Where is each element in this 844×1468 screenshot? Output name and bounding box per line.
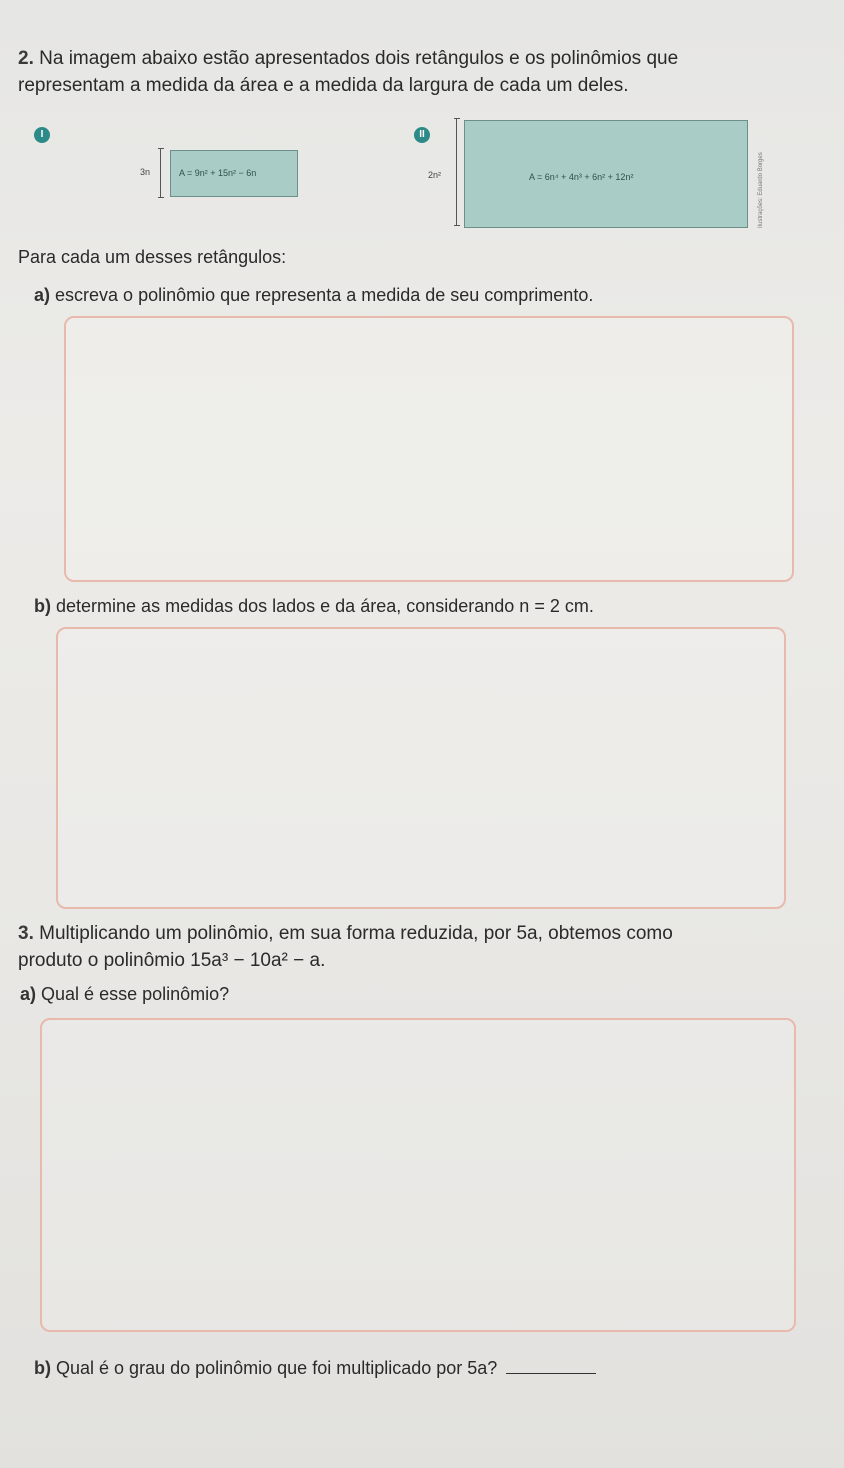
rectangle-2-area: A = 6n⁴ + 4n³ + 6n² + 12n² xyxy=(529,172,634,182)
rectangle-1-area: A = 9n² + 15n² − 6n xyxy=(179,168,257,178)
question-3-statement xyxy=(18,920,828,974)
question-number: 2. xyxy=(18,48,34,69)
figure-2-side-bracket xyxy=(456,118,457,226)
item-text: Qual é o grau do polinômio que foi multiplicado por 5a? xyxy=(56,1358,498,1378)
illustration-credit: Ilustrações: Eduardo Borges xyxy=(758,152,764,228)
rectangle-1 xyxy=(170,150,298,197)
figure-2-badge: II xyxy=(414,127,430,143)
rectangle-2 xyxy=(464,120,748,228)
statement-line-2: produto o polinômio 15a³ − 10a² − a. xyxy=(18,950,326,971)
item-letter: a) xyxy=(20,984,37,1004)
statement-line-1: Na imagem abaixo estão apresentados dois retângulos e os polinômios que xyxy=(39,48,679,69)
question-2-intro: Para cada um desses retângulos: xyxy=(18,247,287,267)
answer-box-3a[interactable] xyxy=(40,1018,796,1332)
question-3b xyxy=(34,1358,596,1379)
answer-blank-3b[interactable] xyxy=(506,1373,596,1374)
answer-box-2a[interactable] xyxy=(64,316,794,582)
statement-line-1: Multiplicando um polinômio, em sua forma reduzida, por 5a, obtemos como xyxy=(39,923,673,944)
statement-line-2: representam a medida da área e a medida da largura de cada um deles. xyxy=(18,75,629,96)
item-letter: b) xyxy=(34,596,51,616)
item-text: Qual é esse polinômio? xyxy=(41,984,230,1004)
figure-1-badge: I xyxy=(34,127,50,143)
question-2-statement xyxy=(18,45,828,99)
question-number: 3. xyxy=(18,923,34,944)
item-letter: b) xyxy=(34,1358,51,1378)
question-2a xyxy=(34,285,593,306)
question-3a xyxy=(20,984,229,1005)
figure-1-side-label: 3n xyxy=(140,167,151,177)
answer-box-2b[interactable] xyxy=(56,627,786,909)
item-text: escreva o polinômio que representa a medida de seu comprimento. xyxy=(55,285,594,305)
figure-1-side-bracket xyxy=(160,148,161,198)
item-letter: a) xyxy=(34,285,51,305)
question-2b xyxy=(34,596,594,617)
item-text: determine as medidas dos lados e da área, considerando n = 2 cm. xyxy=(56,596,594,616)
figure-2-side-label: 2n² xyxy=(428,170,442,180)
